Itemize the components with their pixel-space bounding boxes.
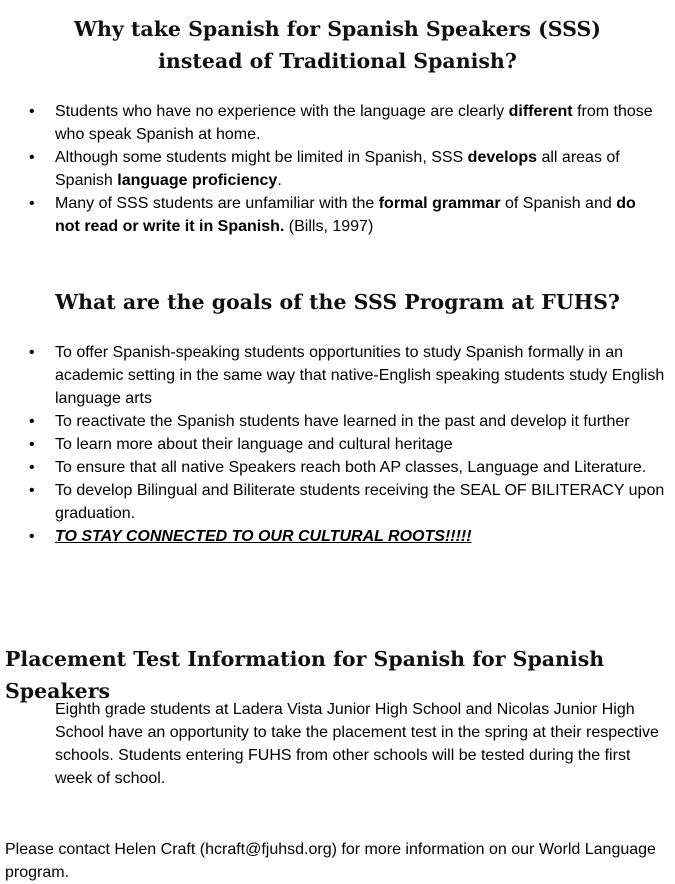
bullet-glyph: • bbox=[29, 413, 35, 430]
text-run: from those who speak Spanish at home. bbox=[55, 103, 653, 143]
bold-text: language proficiency bbox=[117, 172, 278, 189]
text-run: all areas of Spanish bbox=[55, 149, 620, 189]
bullet-glyph: • bbox=[29, 436, 35, 453]
list-item bbox=[0, 479, 665, 525]
bold-text: different bbox=[508, 103, 573, 120]
bold-text: formal grammar bbox=[378, 195, 501, 212]
list-item bbox=[0, 456, 665, 479]
bullet-glyph: • bbox=[29, 103, 35, 120]
text-run: Although some students might be limited in Spanish, SSS bbox=[55, 149, 468, 166]
section2-bullet-list bbox=[0, 341, 665, 548]
placement-paragraph: Eighth grade students at Ladera Vista Junior High School and Nicolas Junior High School have an opportunity to take the placement test in the spring at their respective schools. Students entering FUHS from other schools will be tested during the first week of school. bbox=[55, 701, 659, 787]
text-run: (Bills, 1997) bbox=[284, 218, 374, 235]
text-run: Many of SSS students are unfamiliar with the bbox=[55, 195, 379, 212]
text-run: . bbox=[277, 172, 282, 189]
section3-title: Placement Test Information for Spanish for Spanish Speakers bbox=[5, 647, 605, 703]
bullet-glyph: • bbox=[29, 459, 35, 476]
bullet-glyph: • bbox=[29, 344, 35, 361]
list-item bbox=[0, 433, 665, 456]
list-item bbox=[0, 341, 665, 410]
bullet-glyph: • bbox=[29, 149, 35, 166]
bullet-glyph: • bbox=[29, 195, 35, 212]
section1-bullet-list bbox=[0, 100, 665, 238]
section2-title: What are the goals of the SSS Program at FUHS? bbox=[55, 290, 620, 314]
text-run: To learn more about their language and cultural heritage bbox=[55, 436, 453, 453]
text-run: To develop Bilingual and Biliterate students receiving the SEAL OF BILITERACY upon graduation. bbox=[55, 482, 665, 522]
emphasis-text: TO STAY CONNECTED TO OUR CULTURAL ROOTS!!!!! bbox=[55, 528, 472, 545]
text-run: To ensure that all native Speakers reach both AP classes, Language and Literature. bbox=[55, 459, 647, 476]
section1-title-line2: instead of Traditional Spanish? bbox=[158, 49, 517, 73]
list-item bbox=[0, 100, 665, 146]
text-run: Please contact Helen Craft ( bbox=[5, 841, 206, 858]
section1-title-line1: Why take Spanish for Spanish Speakers (SSS) bbox=[73, 17, 602, 41]
text-run: ) for more information on our World Language program. bbox=[5, 841, 656, 881]
list-item bbox=[0, 525, 665, 548]
list-item bbox=[0, 192, 665, 238]
text-run: of Spanish and bbox=[500, 195, 617, 212]
list-item bbox=[0, 410, 665, 433]
bullet-glyph: • bbox=[29, 528, 35, 545]
list-item bbox=[0, 146, 665, 192]
text-run: To reactivate the Spanish students have learned in the past and develop it further bbox=[55, 413, 630, 430]
contact-email-link[interactable]: hcraft@fjuhsd.org bbox=[205, 841, 332, 858]
text-run: Students who have no experience with the language are clearly bbox=[55, 103, 509, 120]
text-run: To offer Spanish-speaking students opportunities to study Spanish formally in an academic setting in the same way that native-English speaking students study English language arts bbox=[55, 344, 665, 407]
bold-text: do not read or write it in Spanish. bbox=[55, 195, 636, 235]
contact-paragraph bbox=[5, 838, 665, 884]
bold-text: develops bbox=[467, 149, 538, 166]
bullet-glyph: • bbox=[29, 482, 35, 499]
